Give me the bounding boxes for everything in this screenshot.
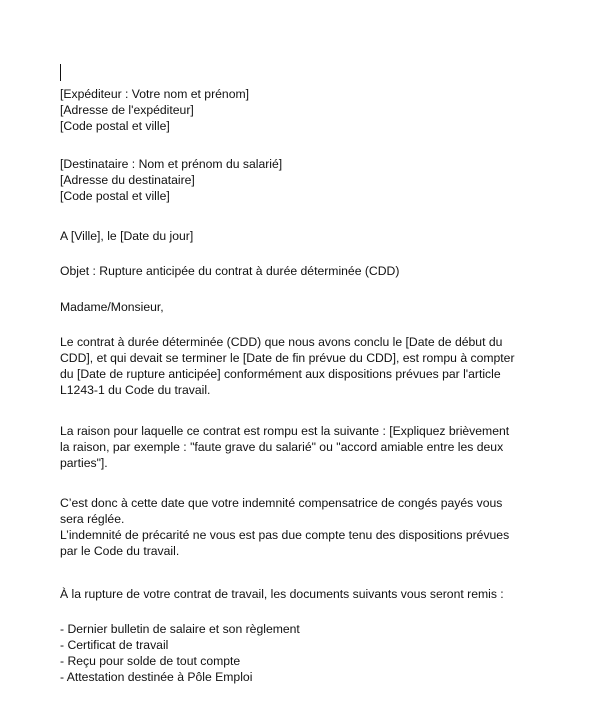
recipient-address: [Adresse du destinataire] <box>60 173 195 187</box>
list-item: - Dernier bulletin de salaire et son règlement <box>60 622 300 636</box>
paragraph-line: L1243-1 du Code du travail. <box>60 383 211 397</box>
paragraph-line: du [Date de rupture anticipée] conformément aux dispositions prévues par l'article <box>60 367 501 381</box>
paragraph-line: Le contrat à durée déterminée (CDD) que nous avons conclu le [Date de début du <box>60 335 503 349</box>
sender-address: [Adresse de l'expéditeur] <box>60 103 194 117</box>
paragraph-indemnity <box>60 495 580 559</box>
sender-city: [Code postal et ville] <box>60 119 170 133</box>
recipient-name: [Destinataire : Nom et prénom du salarié] <box>60 157 283 171</box>
documents-intro-text: À la rupture de votre contrat de travail, les documents suivants vous seront remis : <box>60 587 504 601</box>
paragraph-reason <box>60 423 580 471</box>
date-line <box>60 228 580 244</box>
list-item: - Reçu pour solde de tout compte <box>60 654 241 668</box>
paragraph-line: sera réglée. <box>60 512 125 526</box>
paragraph-line: la raison, par exemple : "faute grave du salarié" ou "accord amiable entre les deux <box>60 440 504 454</box>
subject-line <box>60 263 580 279</box>
subject-text: Objet : Rupture anticipée du contrat à durée déterminée (CDD) <box>60 264 400 278</box>
list-item: - Attestation destinée à Pôle Emploi <box>60 670 253 684</box>
documents-list <box>60 621 580 685</box>
documents-intro <box>60 586 580 602</box>
recipient-city: [Code postal et ville] <box>60 189 170 203</box>
paragraph-line: par le Code du travail. <box>60 544 180 558</box>
paragraph-line: L’indemnité de précarité ne vous est pas due compte tenu des dispositions prévues <box>60 528 510 542</box>
paragraph-line: La raison pour laquelle ce contrat est rompu est la suivante : [Expliquez brièvement <box>60 424 510 438</box>
salutation-text: Madame/Monsieur, <box>60 300 164 314</box>
text-cursor <box>60 64 61 81</box>
recipient-block <box>60 156 580 204</box>
salutation <box>60 299 580 315</box>
sender-block <box>60 86 580 134</box>
paragraph-line: C’est donc à cette date que votre indemnité compensatrice de congés payés vous <box>60 496 503 510</box>
paragraph-line: CDD], et qui devait se terminer le [Date de fin prévue du CDD], est rompu à compter <box>60 351 515 365</box>
paragraph-line: parties"]. <box>60 456 108 470</box>
date-line-text: A [Ville], le [Date du jour] <box>60 229 194 243</box>
list-item: - Certificat de travail <box>60 638 169 652</box>
paragraph-contract <box>60 334 580 398</box>
sender-name: [Expéditeur : Votre nom et prénom] <box>60 87 250 101</box>
